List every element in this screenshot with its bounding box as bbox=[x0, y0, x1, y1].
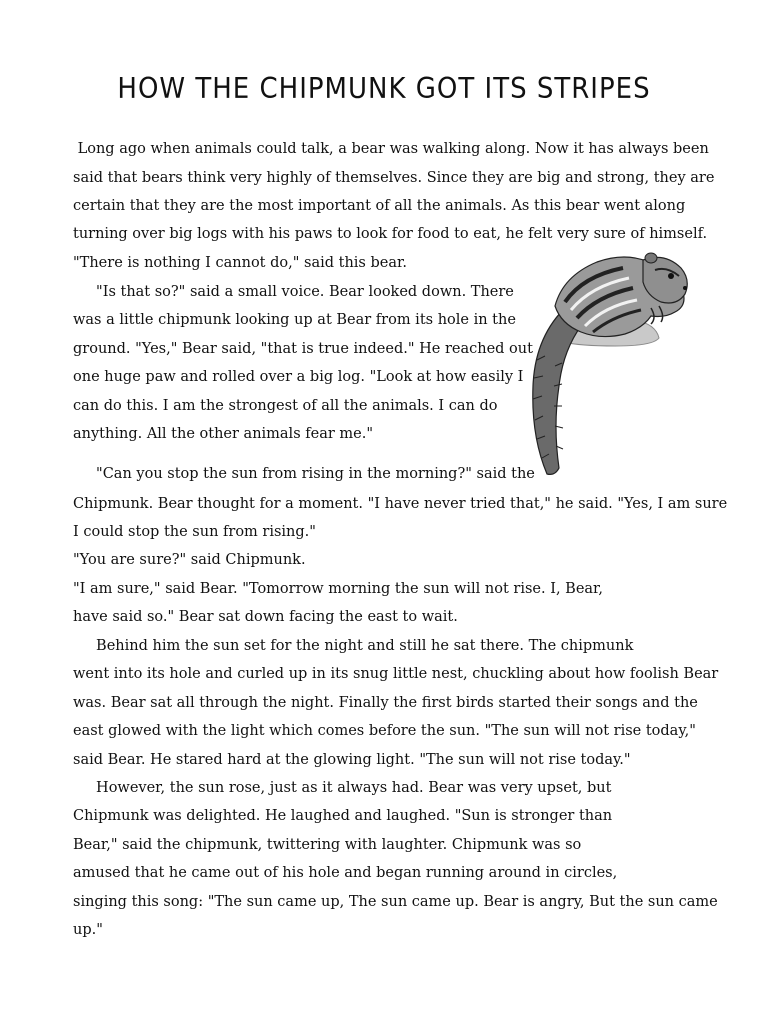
story-line: singing this song: "The sun came up, The sun came up. Bear is angry, But the sun came bbox=[73, 894, 718, 910]
story-line: said Bear. He stared hard at the glowing light. "The sun will not rise today." bbox=[73, 752, 631, 768]
story-line: one huge paw and rolled over a big log. "Look at how easily I bbox=[73, 369, 524, 385]
story-line: ground. "Yes," Bear said, "that is true indeed." He reached out bbox=[73, 341, 533, 357]
story-line: "Is that so?" said a small voice. Bear looked down. There bbox=[73, 284, 514, 300]
story-line: "You are sure?" said Chipmunk. bbox=[73, 552, 306, 568]
story-line: Behind him the sun set for the night and still he sat there. The chipmunk bbox=[73, 638, 634, 654]
story-line: amused that he came out of his hole and began running around in circles, bbox=[73, 865, 618, 881]
story-line: have said so." Bear sat down facing the east to wait. bbox=[73, 609, 458, 625]
story-line: was a little chipmunk looking up at Bear from its hole in the bbox=[73, 312, 516, 328]
story-line: went into its hole and curled up in its snug little nest, chuckling about how foolish Bear bbox=[73, 666, 719, 682]
chipmunk-illustration-icon bbox=[525, 246, 695, 476]
story-line: Bear," said the chipmunk, twittering with laughter. Chipmunk was so bbox=[73, 837, 582, 853]
story-line: anything. All the other animals fear me." bbox=[73, 426, 373, 442]
story-line: "There is nothing I cannot do," said this bear. bbox=[73, 255, 407, 271]
story-line: up." bbox=[73, 922, 103, 938]
story-line: Chipmunk was delighted. He laughed and laughed. "Sun is stronger than bbox=[73, 808, 613, 824]
story-line: "I am sure," said Bear. "Tomorrow morning the sun will not rise. I, Bear, bbox=[73, 581, 604, 597]
story-title: HOW THE CHIPMUNK GOT ITS STRIPES bbox=[117, 73, 651, 106]
story-line: certain that they are the most important of all the animals. As this bear went along bbox=[73, 198, 686, 214]
story-line: was. Bear sat all through the night. Finally the first birds started their songs and the bbox=[73, 695, 698, 711]
story-line: Chipmunk. Bear thought for a moment. "I have never tried that," he said. "Yes, I am sure bbox=[73, 496, 728, 512]
story-line: "Can you stop the sun from rising in the morning?" said the bbox=[73, 466, 535, 482]
story-line: east glowed with the light which comes before the sun. "The sun will not rise today," bbox=[73, 723, 696, 739]
story-line: Long ago when animals could talk, a bear was walking along. Now it has always been bbox=[73, 141, 709, 157]
story-line: said that bears think very highly of themselves. Since they are big and strong, they are bbox=[73, 170, 715, 186]
story-line: However, the sun rose, just as it always had. Bear was very upset, but bbox=[73, 780, 612, 796]
story-line: turning over big logs with his paws to look for food to eat, he felt very sure of himself. bbox=[73, 226, 708, 242]
story-line: I could stop the sun from rising." bbox=[73, 524, 316, 540]
story-line: can do this. I am the strongest of all the animals. I can do bbox=[73, 398, 498, 414]
